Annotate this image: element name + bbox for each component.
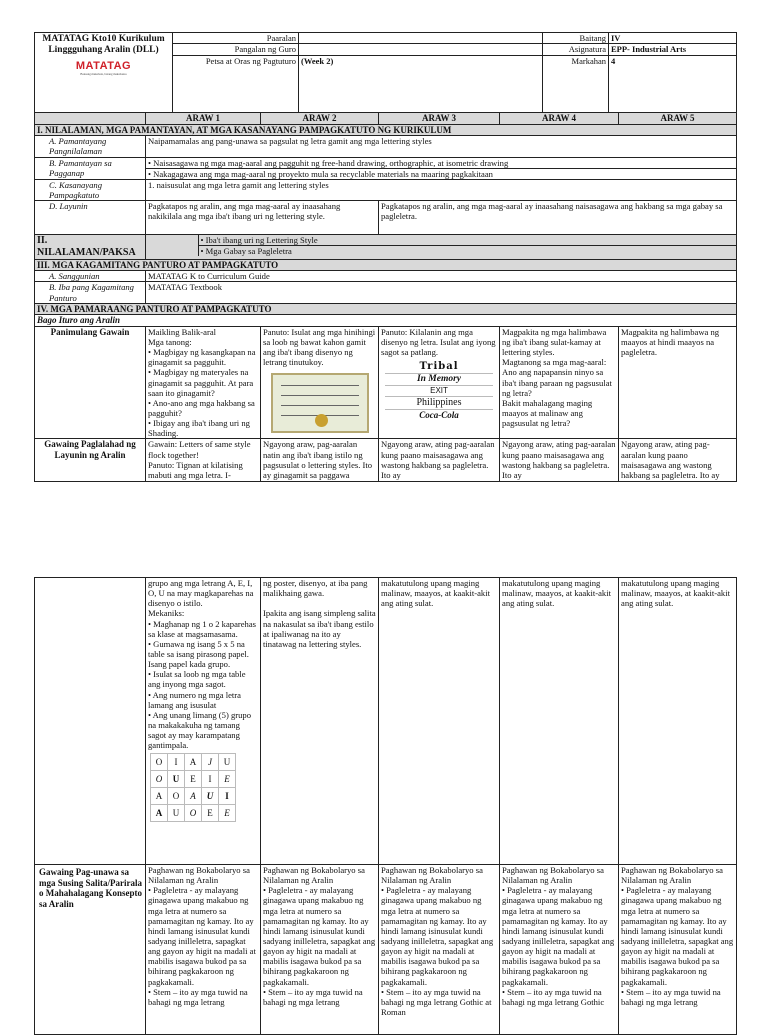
pamantayan-sa-pagganap-text	[146, 157, 737, 179]
header-table	[34, 32, 737, 113]
guro-value	[299, 44, 543, 55]
panimula-day2	[261, 326, 379, 439]
markahan-value: 4	[609, 55, 737, 112]
logo-wordmark: MATATAG	[75, 59, 132, 72]
grid-letter: U	[168, 805, 185, 822]
day-header-2: ARAW 2	[261, 113, 379, 125]
markahan-label: Markahan	[543, 55, 609, 112]
panimula-day3-text: Panuto: Kilalanin ang mga disenyo ng letra. Isulat ang iyong sagot sa patlang.	[381, 326, 496, 358]
layunin-text-2: Pagkatapos ng aralin, ang mga mag-aaral ay inaasahang naisasagawa ang hakbang sa mga gabay sa pagleletra.	[379, 201, 737, 235]
pagunawa-day3: Paghawan ng Bokabolaryo sa Nilalaman ng Aralin • Pagleletra - ay malayang ginagawa upang makabuo ng mga letra at numero sa pamamagitan ng kamay. Ito ay hindi lamang isinusulat kundi sadyang inilleletra, sapagkat ang gayon ay higit na madali at mabilis isagawa bukod pa sa bihirang pagkakaroon ng pagkakamali. • Stem – ito ay mga tuwid na bahagi ng mga letrang Gothic at Roman	[379, 865, 500, 1035]
layunin-label: D. Layunin	[35, 201, 146, 235]
baitang-label: Baitang	[543, 33, 609, 44]
panimula-day3	[379, 326, 500, 439]
section-3-title: III. MGA KAGAMITANG PANTURO AT PAMPAGKATUTO	[35, 259, 737, 271]
sample-tribal: Tribal	[385, 361, 493, 374]
letter-style-grid	[150, 753, 236, 822]
grid-letter: A	[151, 788, 168, 805]
lettering-samples	[385, 361, 493, 420]
pamantayang-pangnilalaman-label: A. Pamantayang Pangnilalaman	[35, 136, 146, 157]
grid-letter: U	[219, 754, 236, 771]
continued-label-cell	[35, 578, 146, 865]
pagunawa-day4: Paghawan ng Bokabolaryo sa Nilalaman ng Aralin • Pagleletra - ay malayang ginagawa upang makabuo ng mga letra at numero sa pamamagitan ng kamay. Ito ay hindi lamang isinusulat kundi sadyang inilleletra, sapagkat ang gayon ay higit na madali at mabilis isagawa bukod pa sa bihirang pagkakaroon ng pagkakamali. • Stem – ito ay mga tuwid na bahagi ng mga letrang Gothic	[500, 865, 619, 1035]
day-header-5: ARAW 5	[619, 113, 737, 125]
logo-tagline: Bansang makabata, batang makabansa	[80, 71, 127, 76]
pagganap-line-2: • Nakagagawa ang mga mag-aaral ng proyekto mula sa recyclable materials na maaring pagkakitaan	[148, 168, 493, 179]
pagganap-line-1: • Naisasagawa ng mga mag-aaral ang pagguhit ng free-hand drawing, orthographic, at isometric drawing	[146, 158, 736, 169]
sanggunian-label: A. Sanggunian	[35, 271, 146, 282]
grid-letter: A	[185, 788, 202, 805]
matatag-logo	[37, 60, 170, 77]
paglalahad-day3: Ngayong araw, ating pag-aaralan kung paano maisasagawa ang wastong hakbang sa pagleletra. Ito ay	[379, 439, 500, 482]
pagunawa-day5: Paghawan ng Bokabolaryo sa Nilalaman ng Aralin • Pagleletra - ay malayang ginagawa upang makabuo ng mga letra at numero sa pamamagitan ng kamay. Ito ay hindi lamang isinusulat kundi sadyang inilleletra, sapagkat ang gayon ay higit na madali at mabilis isagawa bukod pa sa bihirang pagkakaroon ng pagkakamali. • Stem – ito ay mga tuwid na bahagi ng mga letrang	[619, 865, 737, 1035]
panimula-day4: Magpakita ng mga halimbawa ng iba't ibang sulat-kamay at lettering styles. Magtanong sa mga mag-aaral: Ano ang napapansin ninyo sa iba't ibang paraan ng pagsusulat ng letra? Bakit mahalagang maging maayos at malinaw ang pagsusulat ng letra?	[500, 326, 619, 439]
bago-ituro-label: Bago Ituro ang Aralin	[35, 315, 737, 327]
paksa-item-2: • Mga Gabay sa Pagleletra	[198, 246, 736, 257]
panimula-day5: Magpakita ng halimbawa ng maayos at hindi maayos na pagleletra.	[619, 326, 737, 439]
grid-letter: U	[168, 771, 185, 788]
paglalahad-day4: Ngayong araw, ating pag-aaralan kung paano maisasagawa ang wastong hakbang sa pagleletra. Ito ay	[500, 439, 619, 482]
pagunawa-day1: Paghawan ng Bokabolaryo sa Nilalaman ng Aralin • Pagleletra - ay malayang ginagawa upang makabuo ng mga letra at numero sa pamamagitan ng kamay. Ito ay hindi lamang isinusulat kundi sadyang inilleletra, sapagkat ang gayon ay higit na madali at mabilis isagawa bukod pa sa bihirang pagkakaroon ng pagkakamali. • Stem – ito ay mga tuwid na bahagi ng mga letrang	[146, 865, 261, 1035]
grid-letter: E	[202, 805, 219, 822]
grid-letter: U	[202, 788, 219, 805]
grid-letter: O	[151, 771, 168, 788]
asignatura-label: Asignatura	[543, 44, 609, 55]
grid-letter: O	[185, 805, 202, 822]
paaralan-label: Paaralan	[173, 33, 299, 44]
day-header-4: ARAW 4	[500, 113, 619, 125]
pamantayang-pangnilalaman-text: Naipamamalas ang pang-unawa sa pagsulat ng letra gamit ang mga lettering styles	[146, 136, 737, 157]
paglalahad-day2: Ngayong araw, pag-aaralan natin ang iba't ibang istilo ng pagsusulat o lettering styles. Ito ay ginagamit sa paggawa	[261, 439, 379, 482]
paglalahad-label: Gawaing Paglalahad ng Layunin ng Aralin	[35, 439, 146, 482]
grid-letter: E	[185, 771, 202, 788]
grid-letter: I	[168, 754, 185, 771]
certificate-image	[271, 373, 369, 433]
grid-letter: O	[151, 754, 168, 771]
section-2-title: II. NILALAMAN/PAKSA	[35, 235, 146, 260]
sample-coca-cola: Coca-Cola	[419, 409, 459, 420]
grid-letter: I	[202, 771, 219, 788]
seal-icon	[315, 414, 328, 427]
sample-exit: EXIT	[385, 386, 493, 396]
grid-letter: E	[219, 805, 236, 822]
day-header-1: ARAW 1	[146, 113, 261, 125]
sanggunian-text: MATATAG K to Curriculum Guide	[146, 271, 737, 282]
pag-unawa-label: Gawaing Pag-unawa sa mga Susing Salita/Parirala o Mahahalagang Konsepto sa Aralin	[35, 865, 146, 1035]
doc-title-cell	[35, 33, 173, 113]
section-1-title: I. NILALAMAN, MGA PAMANTAYAN, AT MGA KASANAYANG PAMPAGKATUTO NG KURIKULUM	[35, 124, 737, 136]
petsa-value: (Week 2)	[299, 55, 543, 112]
sample-philippines: Philippines	[385, 397, 493, 410]
paglalahad-day5: Ngayong araw, ating pag-aaralan kung paano maisasagawa ang wastong hakbang sa pagleletra. Ito ay	[619, 439, 737, 482]
cont-day4: makatutulong upang maging malinaw, maayos, at kaakit-akit ang ating sulat.	[500, 578, 619, 865]
grid-letter: J	[202, 754, 219, 771]
dll-table-page2	[34, 577, 737, 1035]
paksa-items	[146, 235, 736, 256]
panimula-day1: Maikling Balik-aral Mga tanong: • Magbigay ng kasangkapan na ginagamit sa pagguhit. • Magbigay ng materyales na ginagamit sa pagguhit. At para saan ito ginagamit? • Ano-ano ang mga hakbang sa pagguhit? • Ibigay ang iba't ibang uri ng Shading.	[146, 326, 261, 439]
asignatura-value: EPP- Industrial Arts	[609, 44, 737, 55]
layunin-text-1: Pagkatapos ng aralin, ang mga mag-aaral ay inaasahang nakikilala ang mga iba't ibang uri ng lettering style.	[146, 201, 379, 235]
paaralan-value	[299, 33, 543, 44]
grid-letter: A	[185, 754, 202, 771]
sample-in-memory: In Memory	[385, 374, 493, 386]
panimulang-gawain-label: Panimulang Gawain	[35, 326, 146, 439]
pamantayan-sa-pagganap-label: B. Pamantayan sa Pagganap	[35, 157, 146, 179]
cont-day1	[146, 578, 261, 865]
petsa-label: Petsa at Oras ng Pagtuturo	[173, 55, 299, 112]
cont-day1-text: grupo ang mga letrang A, E, I, O, U na may magkaparehas na disenyo o istilo. Mekaniks: • Maghanap ng 1 o 2 kaparehas sa klase at magsamasama. • Gumawa ng isang 5 x 5 na table sa isang pirasong papel. Isang papel kada grupo. • Isulat sa loob ng mga table ang inyong mga sagot. • Ang numero ng mga letra lamang ang isusulat • Ang unang limang (5) grupo na makakakuha ng tamang sagot ay may karampatang gantimpala.	[148, 578, 257, 751]
kasanayang-pampagkatuto-text: 1. naisusulat ang mga letra gamit ang lettering styles	[146, 179, 737, 200]
corner-cell	[35, 113, 146, 125]
section-2-items	[146, 235, 737, 260]
grid-letter: A	[151, 805, 168, 822]
paglalahad-day1: Gawain: Letters of same style flock together! Panuto: Tignan at kilatising mabuti ang mga letra. I-	[146, 439, 261, 482]
guro-label: Pangalan ng Guro	[173, 44, 299, 55]
cont-day2: ng poster, disenyo, at iba pang malikhaing gawa. Ipakita ang isang simpleng salita na nakasulat sa iba't ibang estilo at ipaliwanag na ito ay tinatawag na lettering styles.	[261, 578, 379, 865]
baitang-value: IV	[609, 33, 737, 44]
dll-table-page1	[34, 112, 737, 482]
grid-letter: O	[168, 788, 185, 805]
day-header-3: ARAW 3	[379, 113, 500, 125]
grid-letter: I	[219, 788, 236, 805]
kasanayang-pampagkatuto-label: C. Kasanayang Pampagkatuto	[35, 179, 146, 200]
cont-day3: makatutulong upang maging malinaw, maayos, at kaakit-akit ang ating sulat.	[379, 578, 500, 865]
doc-title: MATATAG Kto10 Kurikulum Linggguhang Aralin (DLL)	[42, 34, 165, 55]
section-4-title: IV. MGA PAMARAANG PANTURO AT PAMPAGKATUTO	[35, 303, 737, 315]
kagamitan-text: MATATAG Textbook	[146, 282, 737, 303]
grid-letter: E	[219, 771, 236, 788]
pagunawa-day2: Paghawan ng Bokabolaryo sa Nilalaman ng Aralin • Pagleletra - ay malayang ginagawa upang makabuo ng mga letra at numero sa pamamagitan ng kamay. Ito ay hindi lamang isinusulat kundi sadyang inilleletra, sapagkat ang gayon ay higit na madali at mabilis isagawa bukod pa sa bihirang pagkakaroon ng pagkakamali. • Stem – ito ay mga tuwid na bahagi ng mga letrang	[261, 865, 379, 1035]
cont-day5: makatutulong upang maging malinaw, maayos, at kaakit-akit ang ating sulat.	[619, 578, 737, 865]
panimula-day2-text: Panuto: Isulat ang mga hinihingi sa loob ng bawat kahon gamit ang iba't ibang disenyo ng letrang tinutukoy.	[263, 326, 376, 368]
kagamitan-label: B. Iba pang Kagamitang Panturo	[35, 282, 146, 303]
paksa-item-1: • Iba't ibang uri ng Lettering Style	[198, 235, 736, 246]
